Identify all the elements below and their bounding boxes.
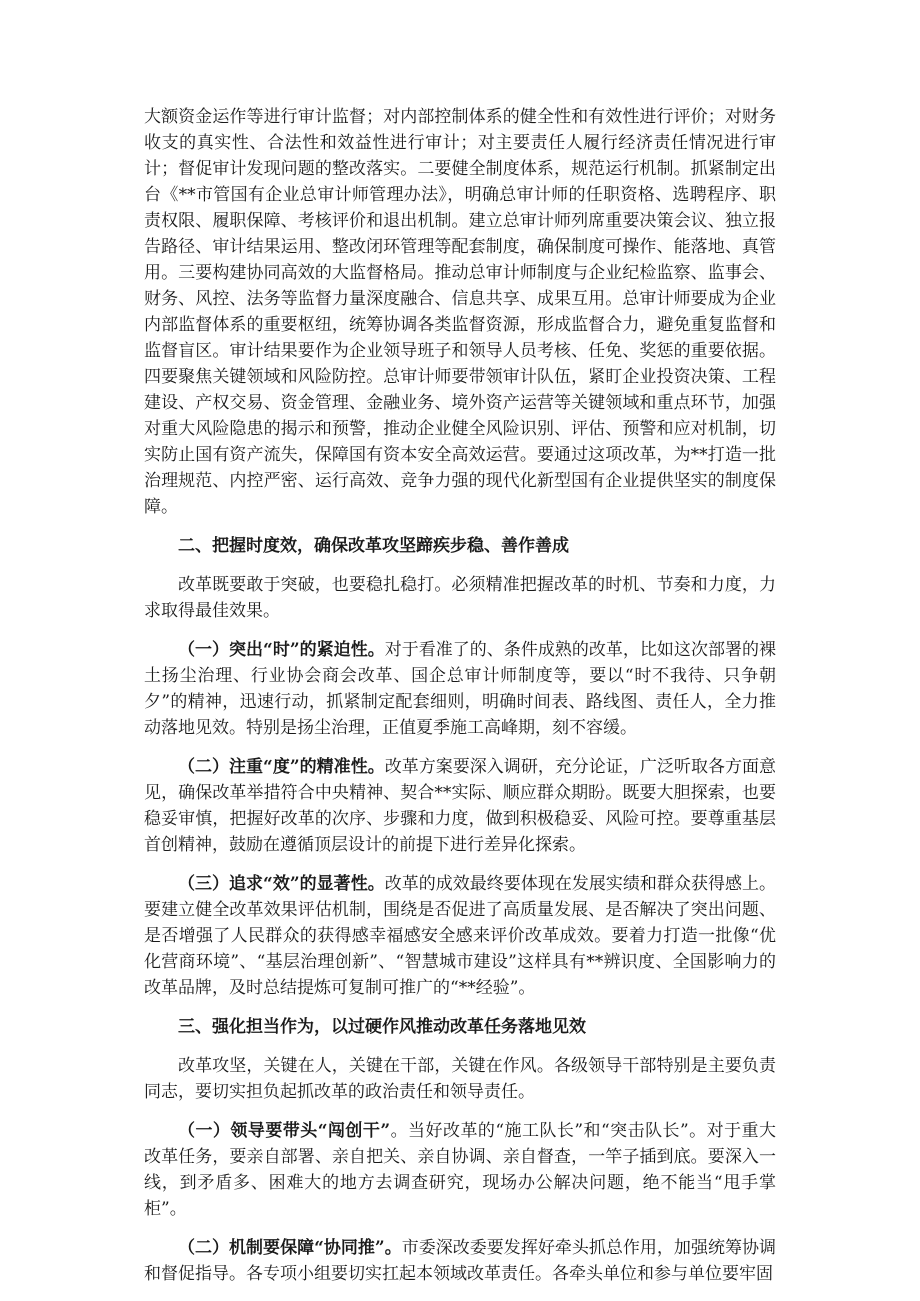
section-2-item-1-title: （一）突出“时”的紧迫性。 [178,640,385,660]
section-3-item-2-body: 市委深改委要发挥好牵头抓总作用，加强统筹协调和督促指导。各专项小组要切实扛起本领域改革责任。各牵头单位和参与单位要牢固 [144,1238,776,1284]
section-2-item-3-title: （三）追求“效”的显著性。 [178,874,385,894]
section-3-item-2 [144,1235,776,1287]
section-3-intro: 改革攻坚，关键在人，关键在干部，关键在作风。各级领导干部特别是主要负责同志，要切实担负起抓改革的政治责任和领导责任。 [144,1056,776,1102]
section-3-item-1-body: 。当好改革的“施工队长”和“突击队长”。对于重大改革任务，要亲自部署、亲自把关、亲自协调、亲自督查，一竿子插到底。要深入一线，到矛盾多、困难大的地方去调查研究，现场办公解决问题，绝不能当“甩手掌柜”。 [144,1121,777,1219]
section-3 [144,1014,776,1287]
section-3-item-1-title: （一）领导要带头“闯创干” [178,1121,391,1141]
section-2-item-3-body: 改革的成效最终要体现在发展实绩和群众获得感上。要建立健全改革效果评估机制，围绕是否促进了高质量发展、是否解决了突出问题、是否增强了人民群众的获得感幸福感安全感来评价改革成效。要着力打造一批像“优化营商环境”、“基层治理创新”、“智慧城市建设”这样具有**辨识度、全国影响力的改革品牌，及时总结提炼可复制可推广的“**经验”。 [144,874,776,998]
section-2 [144,533,776,1001]
section-2-item-1-body: 对于看准了的、条件成熟的改革，比如这次部署的裸土扬尘治理、行业协会商会改革、国企总审计师制度等，要以“时不我待、只争朝夕”的精神，迅速行动，抓紧制定配套细则，明确时间表、路线图、责任人，全力推动落地见效。特别是扬尘治理，正值夏季施工高峰期，刻不容缓。 [144,640,776,738]
section-3-item-2-title: （二）机制要保障“协同推”。 [178,1238,402,1258]
section-2-heading: 二、把握时度效，确保改革攻坚蹄疾步稳、善作善成 [178,536,569,556]
section-2-item-3 [144,871,776,1001]
opening-paragraph: 大额资金运作等进行审计监督；对内部控制体系的健全性和有效性进行评价；对财务收支的真实性、合法性和效益性进行审计；对主要责任人履行经济责任情况进行审计；督促审计发现问题的整改落实。二要健全制度体系，规范运行机制。抓紧制定出台《**市管国有企业总审计师管理办法》，明确总审计师的任职资格、选聘程序、职责权限、履职保障、考核评价和退出机制。建立总审计师列席重要决策会议、独立报告路径、审计结果运用、整改闭环管理等配套制度，确保制度可操作、能落地、真管用。三要构建协同高效的大监督格局。推动总审计师制度与企业纪检监察、监事会、财务、风控、法务等监督力量深度融合、信息共享、成果互用。总审计师要成为企业内部监督体系的重要枢纽，统筹协调各类监督资源，形成监督合力，避免重复监督和监督盲区。审计结果要作为企业领导班子和领导人员考核、任免、奖惩的重要依据。四要聚焦关键领域和风险防控。总审计师要带领审计队伍，紧盯企业投资决策、工程建设、产权交易、资金管理、金融业务、境外资产运营等关键领域和重点环节，加强对重大风险隐患的揭示和预警，推动企业健全风险识别、评估、预警和应对机制，切实防止国有资产流失，保障国有资本安全高效运营。要通过这项改革，为**打造一批治理规范、内控严密、运行高效、竞争力强的现代化新型国有企业提供坚实的制度保障。 [144,107,776,517]
section-2-item-2-title: （二）注重“度”的精准性。 [178,757,385,777]
section-2-intro: 改革既要敢于突破，也要稳扎稳打。必须精准把握改革的时机、节奏和力度，力求取得最佳效果。 [144,575,776,621]
section-3-item-1 [144,1118,776,1222]
section-2-item-1 [144,637,776,741]
section-2-item-2-body: 改革方案要深入调研，充分论证，广泛听取各方面意见，确保改革举措符合中央精神、契合**实际、顺应群众期盼。既要大胆探索，也要稳妥审慎，把握好改革的次序、步骤和力度，做到积极稳妥、风险可控。要尊重基层首创精神，鼓励在遵循顶层设计的前提下进行差异化探索。 [144,757,776,855]
section-3-heading: 三、强化担当作为，以过硬作风推动改革任务落地见效 [178,1017,586,1037]
section-2-item-2 [144,754,776,858]
